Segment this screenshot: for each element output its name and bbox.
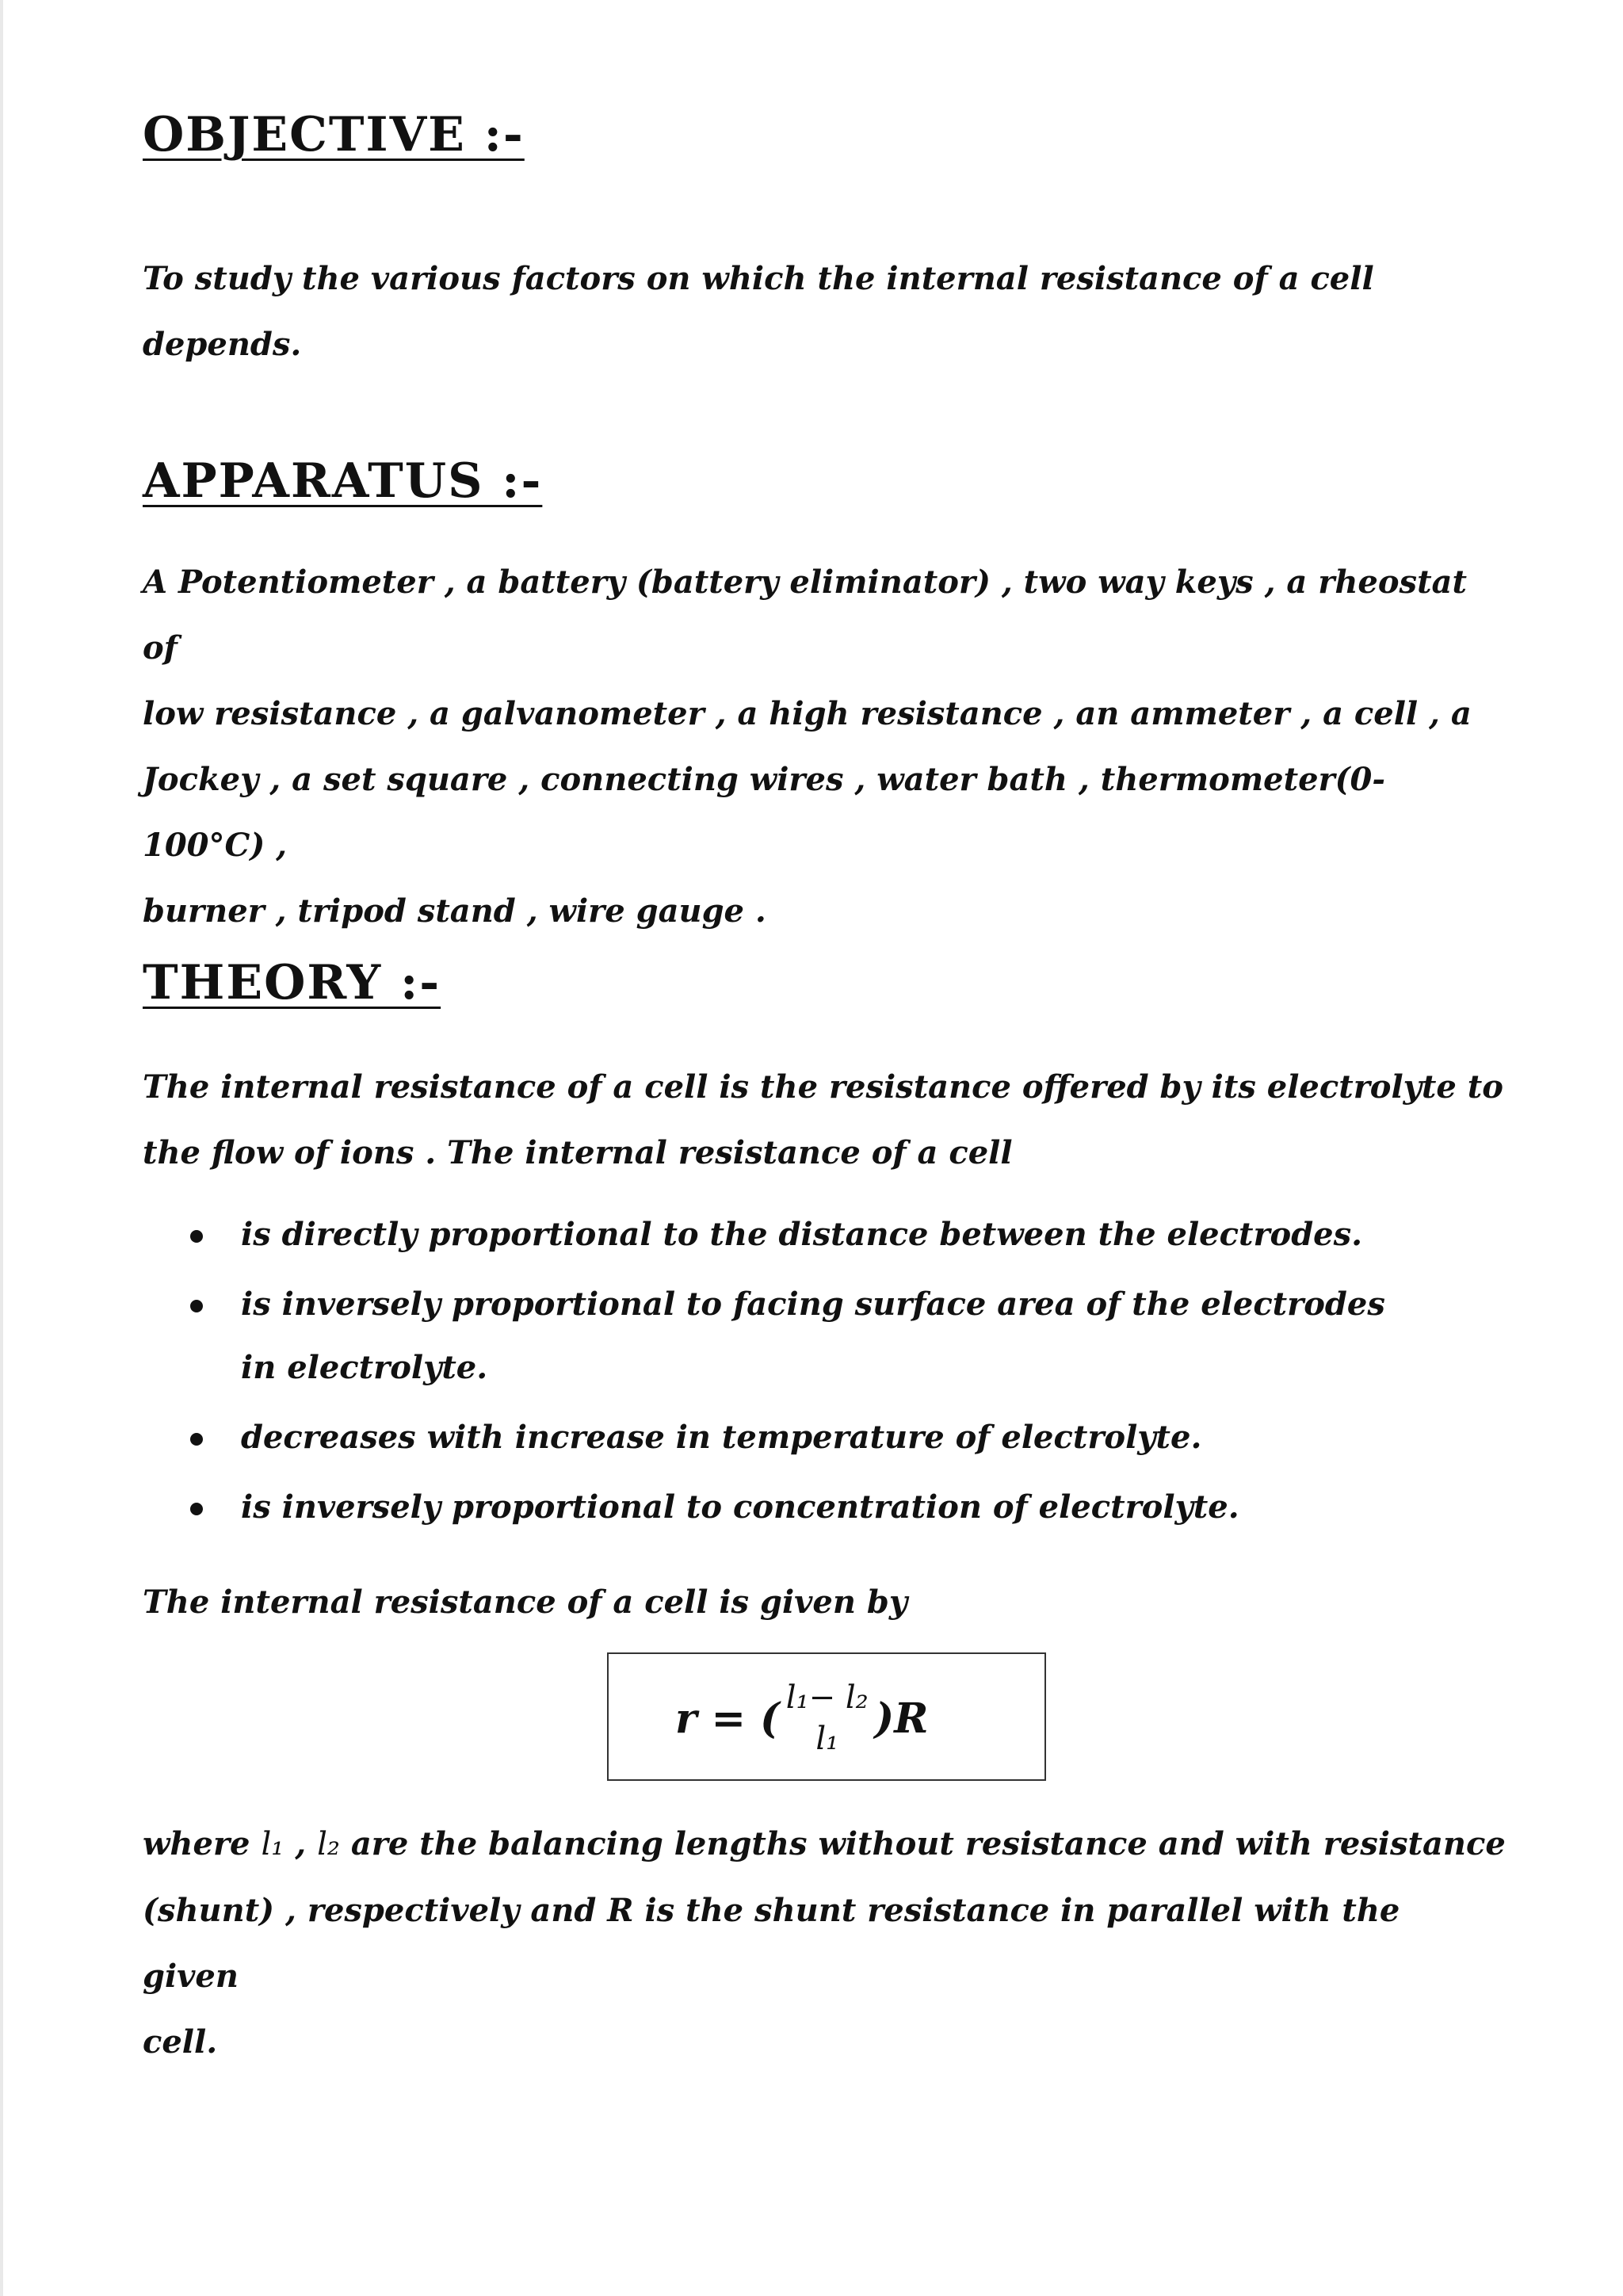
list-item: [190, 1203, 1426, 1266]
apparatus-line: burner , tripod stand , wire gauge .: [143, 892, 766, 930]
formula-box: [607, 1652, 1046, 1781]
formula-lhs: r = (: [675, 1694, 780, 1743]
theory-intro: [143, 1054, 1506, 1186]
formula-explanation: [143, 1811, 1506, 2075]
formula-numerator: l₁− l₂: [785, 1679, 869, 1716]
theory-bullet-list: [190, 1203, 1426, 1545]
apparatus-line: Jockey , a set square , connecting wires , water bath , thermometer(0-100°C) ,: [143, 761, 1385, 864]
formula: [675, 1668, 929, 1768]
formula-fraction: [783, 1677, 872, 1759]
where-after: are the balancing lengths without resistance and with resistance: [350, 1825, 1506, 1862]
formula-denominator: l₁: [815, 1721, 839, 1757]
list-item: [190, 1406, 1426, 1469]
l1-symbol: l₁: [261, 1826, 285, 1862]
objective-text: To study the various factors on which the internal resistance of a cell depends.: [143, 260, 1374, 363]
apparatus-line: low resistance , a galvanometer , a high resistance , an ammeter , a cell , a: [143, 695, 1472, 732]
explanation-line: (shunt) , respectively and R is the shunt resistance in parallel with the given: [143, 1892, 1400, 1995]
bullet-icon: [190, 1503, 203, 1515]
bullet-icon: [190, 1433, 203, 1446]
theory-intro-line: The internal resistance of a cell is the resistance offered by its electrolyte to: [143, 1068, 1503, 1106]
bullet-icon: [190, 1230, 203, 1243]
list-item: [190, 1273, 1426, 1400]
explanation-line: [143, 1811, 1506, 1878]
objective-heading: OBJECTIVE :-: [143, 107, 525, 162]
apparatus-list: [143, 549, 1506, 944]
formula-rhs: )R: [874, 1694, 929, 1743]
explanation-line: cell.: [143, 2023, 218, 2061]
page-edge: [0, 0, 3, 2296]
bullet-text: decreases with increase in temperature of electrolyte.: [241, 1419, 1202, 1456]
bullet-text: is inversely proportional to facing surface area of the electrodes in electrolyte.: [241, 1286, 1385, 1386]
l2-symbol: l₂: [317, 1826, 340, 1862]
bullet-text: is directly proportional to the distance between the electrodes.: [241, 1216, 1363, 1253]
theory-heading: THEORY :-: [143, 955, 441, 1010]
where-word: where: [143, 1825, 250, 1862]
apparatus-heading: APPARATUS :-: [143, 453, 543, 509]
bullet-icon: [190, 1300, 203, 1312]
where-separator: ,: [284, 1825, 307, 1862]
theory-intro-line: the flow of ions . The internal resistance of a cell: [143, 1134, 1013, 1171]
apparatus-line: A Potentiometer , a battery (battery eliminator) , two way keys , a rheostat of: [143, 563, 1467, 667]
formula-intro: The internal resistance of a cell is given by: [143, 1584, 908, 1621]
bullet-text: is inversely proportional to concentration of electrolyte.: [241, 1488, 1239, 1526]
list-item: [190, 1476, 1426, 1539]
